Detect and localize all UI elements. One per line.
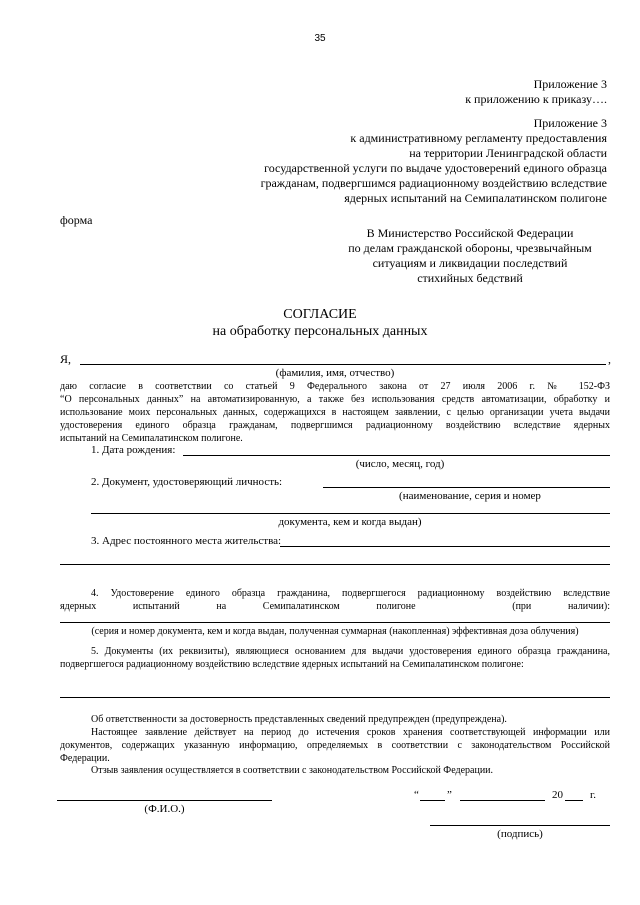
appendix-line: государственной услуги по выдаче удостоверений единого образца	[264, 161, 607, 175]
consent-line: удостоверения единого образца гражданам, подвергшимся радиационному воздействию вследствие ядерных	[60, 420, 610, 431]
validity-line: Федерации.	[60, 753, 110, 764]
documents-line: подвергшегося радиационному воздействию вследствие ядерных испытаний на Семипалатинском полигоне:	[60, 659, 524, 670]
id-document-label: 2. Документ, удостоверяющий личность:	[91, 476, 283, 488]
appendix-line: гражданам, подвергшимся радиационному воздействию вследствие	[260, 176, 607, 190]
appendix-line: Приложение 3	[533, 116, 607, 130]
addressee-line: по делам гражданской обороны, чрезвычайным	[348, 241, 592, 255]
appendix-header-2	[261, 116, 607, 206]
id-document-input-line-2[interactable]	[91, 513, 610, 514]
birth-date-label: 1. Дата рождения:	[91, 444, 176, 456]
fio-caption: (фамилия, имя, отчество)	[275, 367, 395, 379]
page-number: 35	[314, 33, 326, 44]
appendix-line: ядерных испытаний на Семипалатинском полигоне	[344, 191, 607, 205]
birth-date-caption: (число, месяц, год)	[355, 458, 445, 470]
certificate-line: 4. Удостоверение единого образца гражданина, подвергшегося радиационному воздействию вследствие	[91, 588, 610, 599]
validity-paragraph	[60, 726, 610, 765]
validity-line: документов, содержащих указанную информацию, определяемых в соответствии с законодательством Российской	[60, 740, 610, 751]
id-document-input-line[interactable]	[323, 487, 610, 488]
consent-line: даю согласие в соответствии со статьей 9 Федерального закона от 27 июля 2006 г. № 152-ФЗ	[60, 381, 610, 392]
appendix-line: на территории Ленинградской области	[409, 146, 607, 160]
address-input-line[interactable]	[280, 546, 610, 547]
certificate-line	[60, 600, 610, 613]
year-prefix: 20	[552, 789, 563, 801]
revocation-text: Отзыв заявления осуществляется в соответствии с законодательством Российской Федерации.	[91, 765, 494, 776]
appendix-line: к административному регламенту предоставления	[350, 131, 607, 145]
certificate-word: наличии):	[567, 601, 610, 612]
address-input-line-2[interactable]	[60, 564, 610, 565]
consent-line: использование моих персональных данных, содержащихся в настоящем заявлении, с целью организации учета выдачи	[60, 407, 610, 418]
addressee-line: В Министерство Российской Федерации	[366, 226, 574, 240]
birth-date-input-line[interactable]	[183, 455, 610, 456]
appendix-header-1	[465, 77, 607, 107]
certificate-input-line[interactable]	[60, 622, 610, 623]
documents-line: 5. Документы (их реквизиты), являющиеся основанием для выдачи удостоверения единого образца гражданина,	[91, 646, 610, 657]
certificate-word: ядерных	[60, 601, 97, 612]
quote-open: “	[414, 789, 419, 801]
validity-line: Настоящее заявление действует на период до истечения сроков хранения соответствующей информации или	[91, 727, 610, 738]
certificate-word: полигоне	[376, 601, 416, 612]
appendix-line: Приложение 3	[533, 77, 607, 91]
signature-input-line[interactable]	[430, 825, 610, 826]
certificate-word: на	[216, 601, 227, 612]
fio-signature-line[interactable]	[57, 800, 272, 801]
addressee-line: стихийных бедствий	[417, 271, 523, 285]
addressee-block	[340, 226, 600, 286]
i-label: Я,	[60, 352, 72, 366]
certificate-word: (при	[512, 601, 532, 612]
certificate-caption: (серия и номер документа, кем и когда выдан, полученная суммарная (накопленная) эффективная доза облучения)	[91, 626, 579, 637]
document-subtitle: на обработку персональных данных	[212, 324, 428, 339]
certificate-paragraph	[60, 587, 610, 613]
address-label: 3. Адрес постоянного места жительства:	[91, 535, 282, 547]
form-label: форма	[60, 213, 93, 227]
consent-line: испытаний на Семипалатинском полигоне.	[60, 433, 243, 444]
year-input-line[interactable]	[565, 800, 583, 801]
id-document-caption-2: документа, кем и когда выдан)	[278, 516, 422, 528]
addressee-line: ситуациям и ликвидации последствий	[372, 256, 568, 270]
month-input-line[interactable]	[460, 800, 545, 801]
comma: ,	[608, 352, 611, 366]
signature-caption: (подпись)	[497, 828, 543, 840]
documents-input-line[interactable]	[60, 697, 610, 698]
year-suffix: г.	[590, 789, 597, 801]
document-title: СОГЛАСИЕ	[283, 307, 357, 322]
certificate-word: испытаний	[132, 601, 180, 612]
id-document-caption-1: (наименование, серия и номер	[399, 490, 541, 502]
consent-line: “О персональных данных” на автоматизированную, а также без использования средств автоматизации, обработку и	[60, 394, 610, 405]
fio-signature-caption: (Ф.И.О.)	[144, 803, 185, 815]
quote-close: ”	[447, 789, 452, 801]
fio-input-line[interactable]	[80, 364, 606, 365]
appendix-line: к приложению к приказу….	[465, 92, 607, 106]
documents-paragraph	[60, 645, 610, 671]
responsibility-text: Об ответственности за достоверность представленных сведений предупрежден (предупреждена).	[91, 714, 507, 725]
consent-paragraph	[60, 380, 610, 445]
certificate-word: Семипалатинском	[262, 601, 340, 612]
day-input-line[interactable]	[420, 800, 445, 801]
